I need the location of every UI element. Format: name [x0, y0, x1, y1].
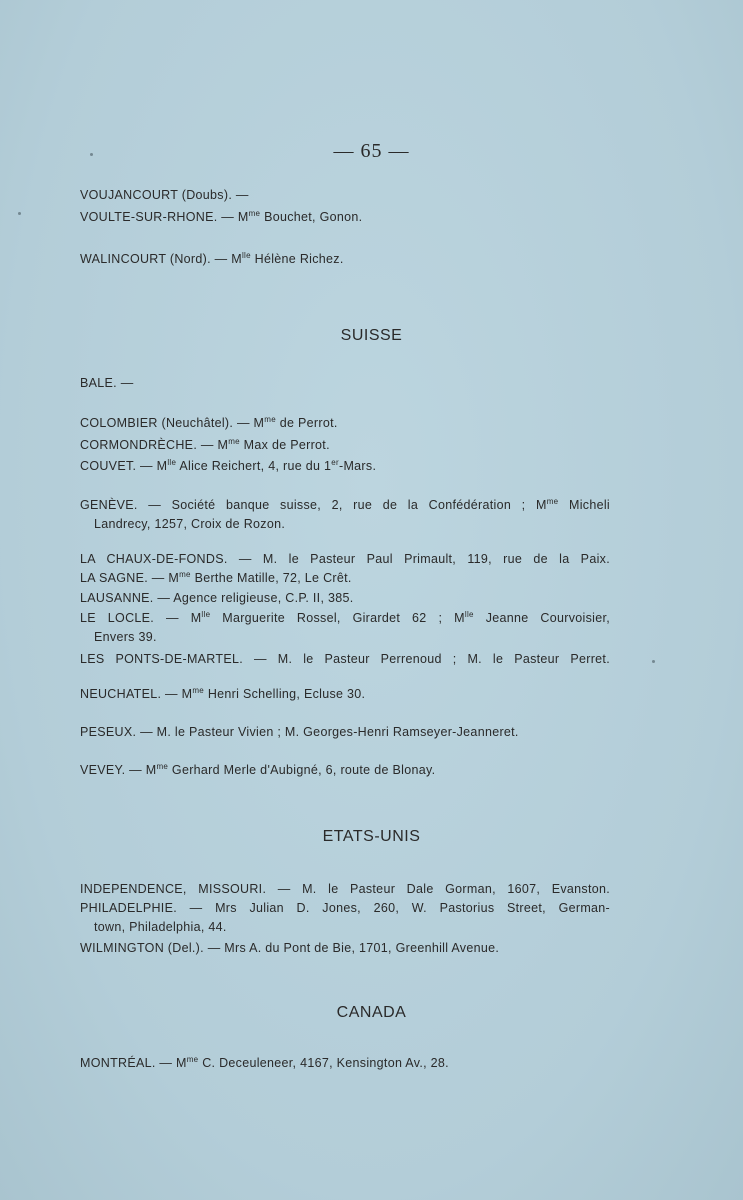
- entry-lausanne: LAUSANNE. — Agence religieuse, C.P. II, 385.: [80, 591, 354, 605]
- entry-wilmington: WILMINGTON (Del.). — Mrs A. du Pont de Bie, 1701, Greenhill Avenue.: [80, 941, 500, 955]
- entry-continuation: Landrecy, 1257, Croix de Rozon.: [94, 517, 286, 531]
- entry-place: NEUCHATEL.: [80, 687, 162, 701]
- entry-place: LA SAGNE.: [80, 571, 149, 585]
- entry-neuchatel: NEUCHATEL. — $M^{me}$ Henri Schelling, Ecluse 30.: [80, 686, 366, 701]
- entry-place: VEVEY.: [80, 763, 126, 777]
- entry-place: CORMONDRÈCHE.: [80, 438, 198, 452]
- entry-place: COUVET.: [80, 459, 137, 473]
- entry-philadelphie: PHILADELPHIE. — Mrs Julian D. Jones, 260, W. Pastorius Street, German- town, Philadelphia, 44.: [80, 899, 610, 937]
- entry-place: PESEUX.: [80, 725, 137, 739]
- speck: [18, 212, 21, 215]
- entry-le-locle: LE LOCLE. — $M^{lle}$ Marguerite Rossel, Girardet 62 ; $M^{lle}$ Jeanne Courvoisier, Envers 39.: [80, 609, 610, 647]
- entry-place: PHILADELPHIE.: [80, 901, 177, 915]
- section-title-canada: CANADA: [336, 1004, 407, 1021]
- entry-voujancourt: VOUJANCOURT (Doubs). —: [80, 188, 249, 202]
- section-title-suisse: SUISSE: [340, 327, 403, 344]
- entry-place: GENÈVE.: [80, 498, 138, 512]
- entry-bale: BALE. —: [80, 376, 134, 390]
- entry-place: WALINCOURT (Nord).: [80, 252, 211, 266]
- entry-vevey: VEVEY. — $M^{me}$ Gerhard Merle d'Aubigné, 6, route de Blonay.: [80, 762, 436, 777]
- entry-peseux: PESEUX. — M. le Pasteur Vivien ; M. Georges-Henri Ramseyer-Jeanneret.: [80, 725, 519, 739]
- entry-place: LES PONTS-DE-MARTEL.: [80, 652, 243, 666]
- entry-la-sagne: LA SAGNE. — $M^{me}$ Berthe Matille, 72, Le Crêt.: [80, 570, 352, 585]
- entry-place: LE LOCLE.: [80, 611, 155, 625]
- entry-les-ponts-de-martel: LES PONTS-DE-MARTEL. — M. le Pasteur Perrenoud ; M. le Pasteur Perret.: [80, 652, 610, 666]
- entry-place: BALE.: [80, 376, 117, 390]
- entry-geneve: GENÈVE. — Société banque suisse, 2, rue de la Confédération ; $M^{me}$ Micheli Landrecy, 1257, Croix de Rozon.: [80, 496, 610, 534]
- entry-walincourt: WALINCOURT (Nord). — $M^{lle}$ Hélène Richez.: [80, 251, 344, 266]
- page-number: — 65 —: [333, 140, 410, 162]
- entry-couvet: COUVET. — $M^{lle}$ Alice Reichert, 4, rue du 1er-Mars.: [80, 458, 377, 473]
- entry-montreal: MONTRÉAL. — $M^{me}$ C. Deceuleneer, 4167, Kensington Av., 28.: [80, 1055, 449, 1070]
- entry-place: LAUSANNE.: [80, 591, 154, 605]
- entry-colombier: COLOMBIER (Neuchâtel). — $M^{me}$ de Perrot.: [80, 415, 338, 430]
- entry-continuation: Envers 39.: [94, 630, 157, 644]
- entry-continuation: town, Philadelphia, 44.: [94, 920, 227, 934]
- entry-place: VOULTE-SUR-RHONE.: [80, 210, 218, 224]
- entry-voulte-sur-rhone: VOULTE-SUR-RHONE. — $M^{me}$ Bouchet, Gonon.: [80, 209, 363, 224]
- entry-la-chaux-de-fonds: LA CHAUX-DE-FONDS. — M. le Pasteur Paul Primault, 119, rue de la Paix.: [80, 552, 610, 566]
- entry-place: VOUJANCOURT (Doubs).: [80, 188, 233, 202]
- entry-place: WILMINGTON (Del.).: [80, 941, 204, 955]
- section-title-etats-unis: ETATS-UNIS: [322, 828, 421, 845]
- entry-place: INDEPENDENCE, MISSOURI.: [80, 882, 267, 896]
- entry-place: LA CHAUX-DE-FONDS.: [80, 552, 228, 566]
- entry-independence: INDEPENDENCE, MISSOURI. — M. le Pasteur Dale Gorman, 1607, Evanston.: [80, 882, 610, 896]
- speck: [652, 660, 655, 663]
- entry-place: COLOMBIER (Neuchâtel).: [80, 416, 234, 430]
- entry-place: MONTRÉAL.: [80, 1056, 156, 1070]
- entry-cormondreche: CORMONDRÈCHE. — $M^{me}$ Max de Perrot.: [80, 437, 330, 452]
